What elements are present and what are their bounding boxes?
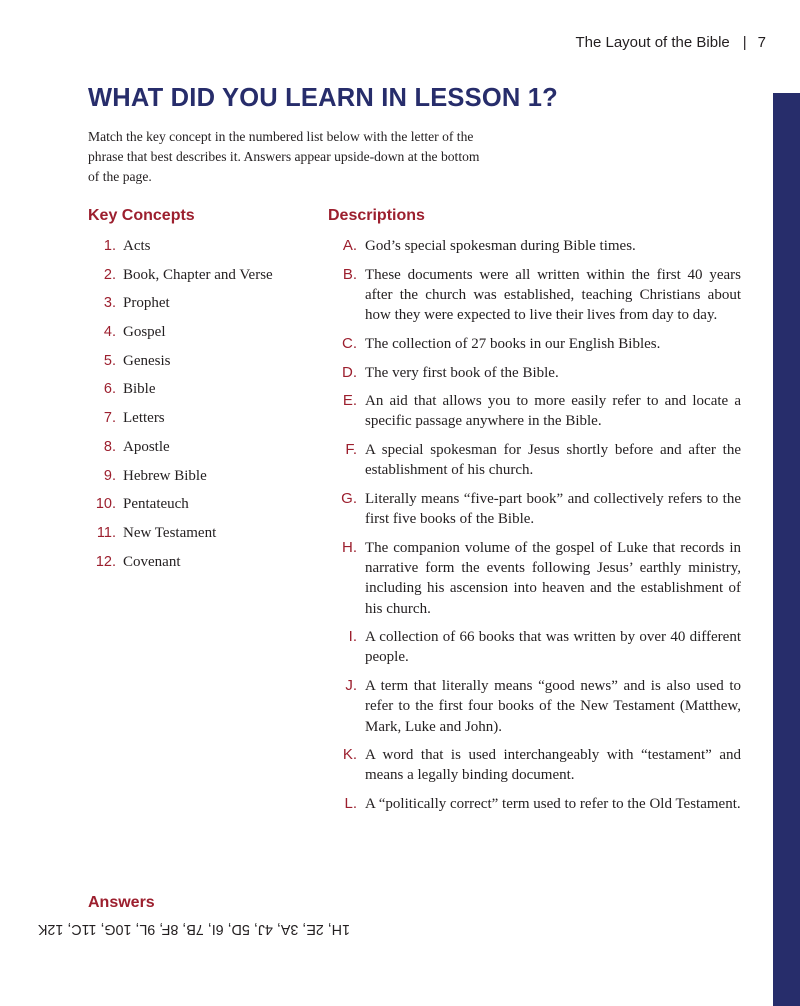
concept-number: 12. [95,553,116,570]
description-item [328,489,741,529]
description-text: A term that literally means “good news” and is also used to refer to the first four books of the New Testament (Matthew, Mark, Luke and John). [365,678,741,735]
description-item [328,440,741,480]
instructions-paragraph: Match the key concept in the numbered list below with the letter of the phrase that best describes it. Answers appear upside-down at the bottom of the page. [88,129,480,184]
concept-item [88,379,318,408]
concept-text: Bible [123,381,156,398]
concept-number: 6. [103,381,116,398]
descriptions-heading: Descriptions [328,207,425,224]
concept-item [88,322,318,351]
answers-heading: Answers [88,894,155,911]
page-title: WHAT DID YOU LEARN IN LESSON 1? [88,84,558,112]
description-text: A special spokesman for Jesus shortly before and after the establishment of his church. [365,442,741,479]
description-letter: I. [348,628,357,646]
concept-number: 1. [103,238,116,254]
concept-item [88,523,318,552]
concept-item [88,408,318,437]
concept-number: 4. [103,324,116,341]
concept-number: 5. [103,352,116,369]
concept-text: Apostle [123,438,170,455]
description-item [328,676,741,737]
concept-number: 10. [95,496,116,513]
description-text: A collection of 66 books that was written by over 40 different people. [365,629,741,666]
description-item [328,236,741,256]
concept-text: Prophet [123,295,170,312]
description-text: The collection of 27 books in our English Bibles. [365,335,661,352]
key-concepts-list [88,236,318,580]
description-letter: K. [342,746,357,764]
description-item [328,627,741,667]
description-letter: H. [342,538,357,556]
descriptions-list [328,236,741,823]
concept-item [88,552,318,581]
description-text: A “politically correct” term used to refer to the Old Testament. [365,796,741,813]
concept-item [88,437,318,466]
description-letter: J. [345,677,357,695]
concept-number: 7. [103,410,116,427]
description-item [328,538,741,619]
concept-number: 3. [103,295,116,312]
concept-number: 9. [103,467,116,484]
concept-text: Pentateuch [123,496,189,513]
concept-item [88,236,318,265]
description-text: An aid that allows you to more easily refer to and locate a specific passage anywhere in the Bible. [365,393,741,430]
description-item [328,334,741,354]
description-item [328,745,741,785]
concept-text: Genesis [123,352,171,369]
concept-item [88,265,318,294]
concept-number: 2. [103,266,116,283]
concept-text: Gospel [123,324,166,341]
concept-text: Letters [123,410,165,427]
description-letter: F. [345,441,357,459]
concept-number: 11. [96,524,116,541]
concept-number: 8. [103,438,116,455]
answers-upside-down: 1H, 2E, 3A, 4J, 5D, 6I, 7B, 8F, 9L, 10G, 11C, 12K [37,921,350,937]
concept-item [88,494,318,523]
side-color-bar [773,93,800,1006]
key-concepts-heading: Key Concepts [88,207,195,224]
description-text: The very first book of the Bible. [365,364,559,381]
description-letter: B. [342,265,357,283]
header-separator: | [742,34,747,51]
description-text: Literally means “five-part book” and collectively refers to the first five books of the Bible. [365,491,741,528]
running-header [575,34,766,51]
page-number: 7 [757,34,766,51]
description-letter: A. [342,237,357,254]
description-item [328,794,741,814]
description-item [328,391,741,431]
description-text: A word that is used interchangeably with “testament” and means a legally binding document. [365,747,741,784]
concept-item [88,466,318,495]
concept-text: Covenant [123,553,181,570]
concept-text: New Testament [123,524,217,541]
description-letter: C. [342,334,357,352]
description-text: These documents were all written within the first 40 years after the church was established, teaching Christians about how they were expected to live their lives from day to day. [365,266,741,324]
description-letter: L. [344,795,357,813]
concept-text: Book, Chapter and Verse [123,266,273,283]
description-item [328,265,741,326]
concept-text: Acts [123,238,151,254]
description-text: God’s special spokesman during Bible times. [365,238,636,254]
description-letter: D. [342,363,357,381]
description-letter: E. [342,392,357,410]
description-item [328,363,741,383]
running-title: The Layout of the Bible [575,34,730,51]
description-letter: G. [341,490,357,508]
concept-item [88,293,318,322]
concept-item [88,351,318,380]
concept-text: Hebrew Bible [123,467,207,484]
description-text: The companion volume of the gospel of Luke that records in narrative form the events following Jesus’ earthly ministry, including his ascension into heaven and the establishment of his church. [365,539,741,617]
